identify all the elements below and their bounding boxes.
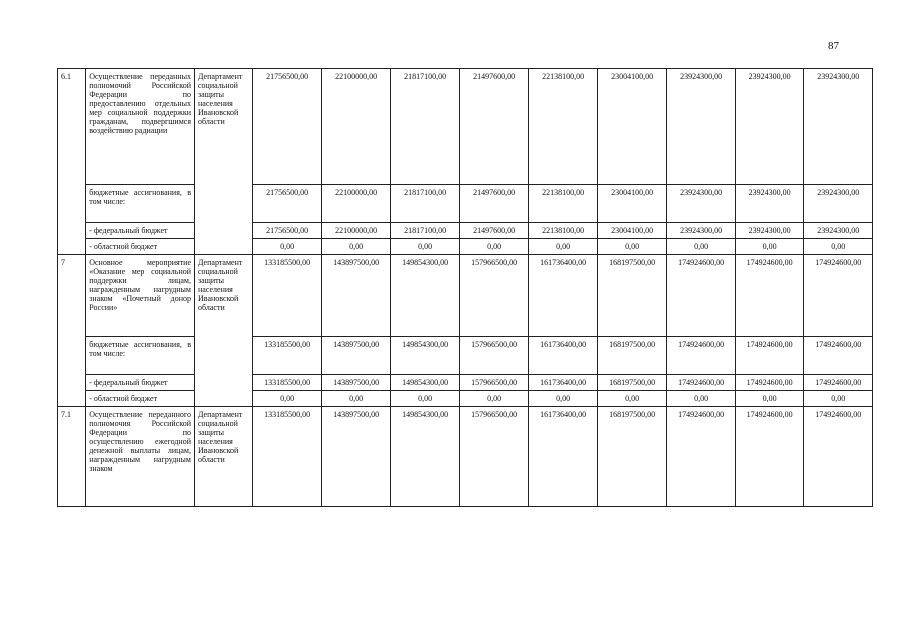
value-cell: 22100000,00 bbox=[321, 223, 391, 239]
value-cell: 0,00 bbox=[597, 391, 667, 407]
value-cell: 0,00 bbox=[667, 391, 736, 407]
value-cell: 143897500,00 bbox=[321, 255, 391, 337]
value-cell: 174924600,00 bbox=[735, 375, 804, 391]
value-cell: 174924600,00 bbox=[804, 407, 873, 507]
value-cell: 0,00 bbox=[529, 391, 598, 407]
value-cell: 0,00 bbox=[804, 391, 873, 407]
value-cell: 23924300,00 bbox=[667, 69, 736, 185]
row-code: 7.1 bbox=[58, 407, 86, 507]
row-department: Департамент социальной защиты населения Ивановской области bbox=[195, 255, 253, 407]
value-cell: 23924300,00 bbox=[804, 69, 873, 185]
value-cell: 161736400,00 bbox=[529, 407, 598, 507]
value-cell: 149854300,00 bbox=[391, 407, 460, 507]
budget-table bbox=[57, 68, 873, 507]
value-cell: 22138100,00 bbox=[529, 69, 598, 185]
value-cell: 133185500,00 bbox=[253, 375, 322, 391]
value-cell: 0,00 bbox=[735, 239, 804, 255]
value-cell: 21497600,00 bbox=[459, 185, 529, 223]
value-cell: 0,00 bbox=[667, 239, 736, 255]
value-cell: 22138100,00 bbox=[529, 185, 598, 223]
table-row bbox=[58, 69, 873, 185]
value-cell: 168197500,00 bbox=[597, 375, 667, 391]
value-cell: 23924300,00 bbox=[804, 223, 873, 239]
value-cell: 0,00 bbox=[321, 239, 391, 255]
value-cell: 21817100,00 bbox=[391, 69, 460, 185]
value-cell: 23004100,00 bbox=[597, 185, 667, 223]
value-cell: 0,00 bbox=[253, 391, 322, 407]
value-cell: 174924600,00 bbox=[804, 375, 873, 391]
sub-row bbox=[58, 223, 873, 239]
row-code: 6.1 bbox=[58, 69, 86, 255]
sub-row bbox=[58, 391, 873, 407]
sub-row-label: - областной бюджет bbox=[86, 391, 195, 407]
value-cell: 23924300,00 bbox=[804, 185, 873, 223]
value-cell: 157966500,00 bbox=[459, 407, 529, 507]
row-department: Департамент социальной защиты населения Ивановской области bbox=[195, 407, 253, 507]
page-number: 87 bbox=[828, 40, 839, 52]
value-cell: 23924300,00 bbox=[735, 223, 804, 239]
value-cell: 0,00 bbox=[391, 239, 460, 255]
value-cell: 174924600,00 bbox=[735, 255, 804, 337]
value-cell: 22100000,00 bbox=[321, 185, 391, 223]
value-cell: 21817100,00 bbox=[391, 185, 460, 223]
value-cell: 23924300,00 bbox=[667, 185, 736, 223]
value-cell: 0,00 bbox=[459, 239, 529, 255]
value-cell: 157966500,00 bbox=[459, 337, 529, 375]
value-cell: 0,00 bbox=[321, 391, 391, 407]
value-cell: 0,00 bbox=[529, 239, 598, 255]
sub-row-label: бюджетные ассигнования, в том числе: bbox=[86, 337, 195, 375]
value-cell: 0,00 bbox=[735, 391, 804, 407]
value-cell: 23924300,00 bbox=[667, 223, 736, 239]
value-cell: 174924600,00 bbox=[667, 407, 736, 507]
value-cell: 133185500,00 bbox=[253, 255, 322, 337]
value-cell: 143897500,00 bbox=[321, 407, 391, 507]
value-cell: 133185500,00 bbox=[253, 337, 322, 375]
row-code: 7 bbox=[58, 255, 86, 407]
value-cell: 22100000,00 bbox=[321, 69, 391, 185]
value-cell: 174924600,00 bbox=[667, 375, 736, 391]
value-cell: 133185500,00 bbox=[253, 407, 322, 507]
value-cell: 143897500,00 bbox=[321, 375, 391, 391]
sub-row bbox=[58, 185, 873, 223]
sub-row-label: - федеральный бюджет bbox=[86, 375, 195, 391]
sub-row bbox=[58, 337, 873, 375]
value-cell: 149854300,00 bbox=[391, 375, 460, 391]
sub-row bbox=[58, 239, 873, 255]
row-description: Основное мероприятие «Оказание мер социальной поддержки лицам, награжденным нагрудным знаком «Почетный донор России» bbox=[86, 255, 195, 337]
value-cell: 0,00 bbox=[253, 239, 322, 255]
value-cell: 0,00 bbox=[391, 391, 460, 407]
value-cell: 22138100,00 bbox=[529, 223, 598, 239]
value-cell: 21497600,00 bbox=[459, 223, 529, 239]
table-row bbox=[58, 407, 873, 507]
value-cell: 174924600,00 bbox=[667, 255, 736, 337]
value-cell: 174924600,00 bbox=[735, 407, 804, 507]
value-cell: 0,00 bbox=[597, 239, 667, 255]
value-cell: 21756500,00 bbox=[253, 185, 322, 223]
value-cell: 0,00 bbox=[804, 239, 873, 255]
value-cell: 21756500,00 bbox=[253, 223, 322, 239]
row-description: Осуществление переданных полномочий Российской Федерации по предоставлению отдельных мер социальной поддержки гражданам, подвергшимся воздействию радиации bbox=[86, 69, 195, 185]
value-cell: 21497600,00 bbox=[459, 69, 529, 185]
value-cell: 161736400,00 bbox=[529, 255, 598, 337]
value-cell: 143897500,00 bbox=[321, 337, 391, 375]
sub-row-label: - областной бюджет bbox=[86, 239, 195, 255]
value-cell: 161736400,00 bbox=[529, 375, 598, 391]
value-cell: 23924300,00 bbox=[735, 185, 804, 223]
value-cell: 161736400,00 bbox=[529, 337, 598, 375]
table-body bbox=[58, 69, 873, 507]
value-cell: 168197500,00 bbox=[597, 255, 667, 337]
value-cell: 23004100,00 bbox=[597, 69, 667, 185]
value-cell: 174924600,00 bbox=[804, 255, 873, 337]
value-cell: 21756500,00 bbox=[253, 69, 322, 185]
value-cell: 157966500,00 bbox=[459, 255, 529, 337]
value-cell: 168197500,00 bbox=[597, 337, 667, 375]
value-cell: 174924600,00 bbox=[667, 337, 736, 375]
value-cell: 21817100,00 bbox=[391, 223, 460, 239]
value-cell: 174924600,00 bbox=[735, 337, 804, 375]
value-cell: 149854300,00 bbox=[391, 337, 460, 375]
row-description: Осуществление переданного полномочия Российской Федерации по осуществлению ежегодной денежной выплаты лицам, награжденным нагрудным знаком bbox=[86, 407, 195, 507]
value-cell: 149854300,00 bbox=[391, 255, 460, 337]
sub-row-label: бюджетные ассигнования, в том числе: bbox=[86, 185, 195, 223]
value-cell: 157966500,00 bbox=[459, 375, 529, 391]
value-cell: 0,00 bbox=[459, 391, 529, 407]
value-cell: 23004100,00 bbox=[597, 223, 667, 239]
value-cell: 23924300,00 bbox=[735, 69, 804, 185]
row-department: Департамент социальной защиты населения Ивановской области bbox=[195, 69, 253, 255]
sub-row bbox=[58, 375, 873, 391]
table-row bbox=[58, 255, 873, 337]
value-cell: 174924600,00 bbox=[804, 337, 873, 375]
sub-row-label: - федеральный бюджет bbox=[86, 223, 195, 239]
value-cell: 168197500,00 bbox=[597, 407, 667, 507]
